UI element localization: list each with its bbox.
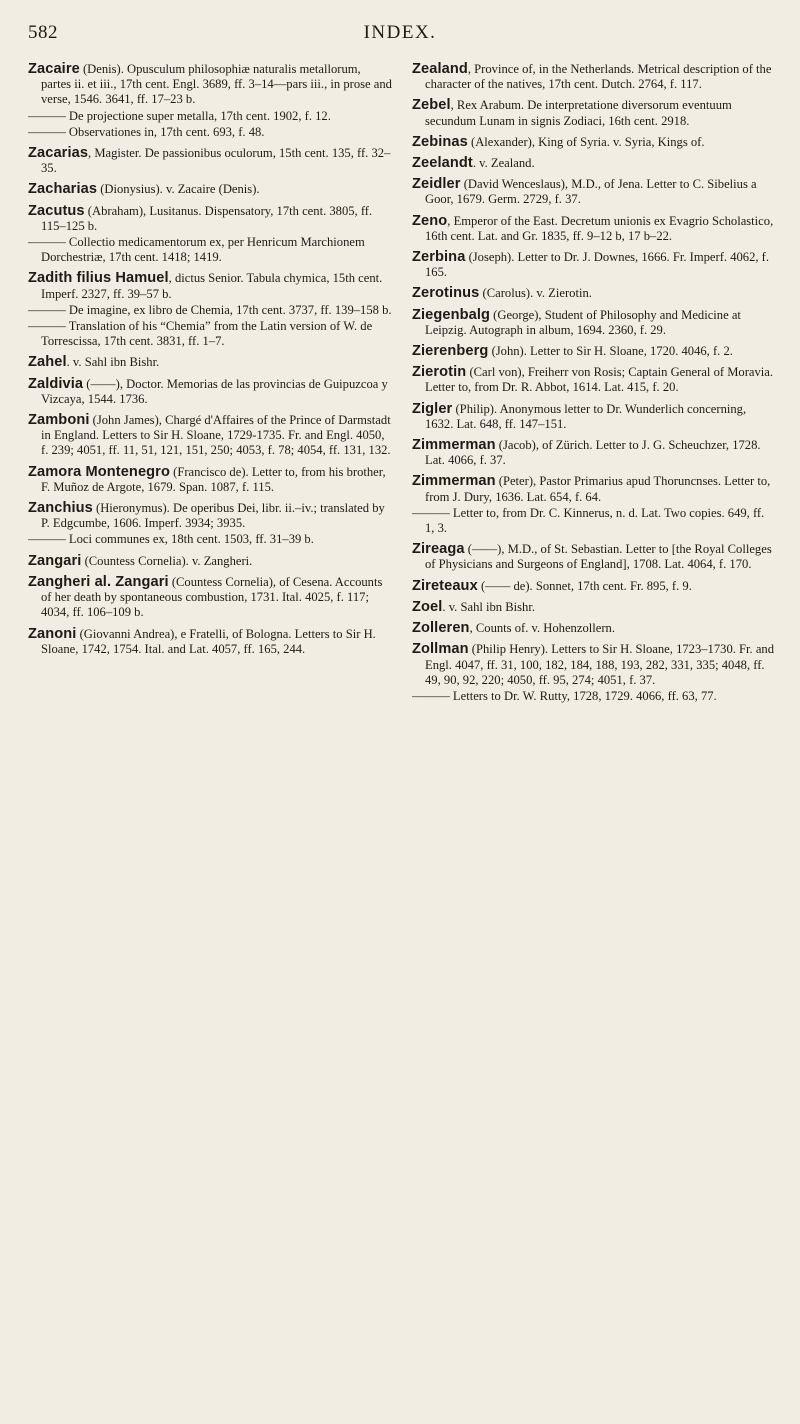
entry-headword: Zerotinus — [412, 285, 480, 302]
entry-text: (John). Letter to Sir H. Sloane, 1720. 4046, f. 2. — [488, 344, 733, 359]
entry-text: (Dionysius). v. Zacaire (Denis). — [97, 182, 260, 197]
entry-headword: Zireaga — [412, 541, 465, 558]
entry-text: . v. Sahl ibn Bishr. — [442, 599, 536, 614]
index-subentry — [412, 689, 776, 704]
index-entry — [412, 177, 776, 207]
entry-headword: Zollman — [412, 641, 469, 658]
index-entry — [412, 98, 776, 128]
index-entry — [412, 438, 776, 468]
entry-headword: Zangari — [28, 552, 82, 569]
entry-headword: Zimmerman — [412, 473, 496, 490]
entry-text: (——), M.D., of St. Sebastian. Letter to [the Royal Colleges of Physicians and Surgeons of England], 1708. Lat. 4064, f. 170. — [425, 542, 772, 572]
index-subentry — [28, 532, 392, 547]
entry-text: (Hieronymus). De operibus Dei, libr. ii.–iv.; translated by P. Edgcumbe, 1606. Imperf. 3934; 3935. — [41, 501, 385, 531]
index-entry — [28, 413, 392, 459]
index-columns — [28, 62, 776, 710]
index-entry — [412, 62, 776, 92]
entry-headword: Zamboni — [28, 412, 90, 429]
entry-text: (Carl von), Freiherr von Rosis; Captain General of Moravia. Letter to, from Dr. R. Abbot, 1614. Lat. 415, f. 20. — [425, 365, 774, 395]
entry-text: (——), Doctor. Memorias de las provincias de Guipuzcoa y Vizcaya, 1544. 1736. — [41, 376, 388, 406]
entry-text: (Alexander), King of Syria. v. Syria, Kings of. — [467, 134, 705, 149]
entry-text: ——— Translation of his “Chemia” from the Latin version of W. de Torrescissa, 17th cent. 3831, ff. 1–7. — [28, 319, 373, 349]
index-entry — [28, 575, 392, 621]
index-entry — [28, 146, 392, 176]
entry-text: (Abraham), Lusitanus. Dispensatory, 17th cent. 3805, ff. 115–125 b. — [41, 203, 373, 233]
entry-text: . v. Zealand. — [472, 156, 535, 171]
index-entry — [412, 365, 776, 395]
entry-text: (David Wenceslaus), M.D., of Jena. Letter to C. Sibelius a Goor, 1679. Germ. 2729, f. 37. — [425, 177, 757, 207]
entry-text: . v. Sahl ibn Bishr. — [66, 355, 160, 370]
index-entry — [28, 62, 392, 108]
index-entry — [412, 474, 776, 504]
entry-text: (Countess Cornelia). v. Zangheri. — [81, 553, 253, 568]
entry-headword: Zeelandt — [412, 155, 473, 172]
index-subentry — [28, 303, 392, 318]
entry-headword: Zireteaux — [412, 577, 478, 594]
entry-headword: Zamora Montenegro — [28, 463, 170, 480]
entry-headword: Zigler — [412, 400, 453, 417]
entry-headword: Zanchius — [28, 500, 93, 517]
entry-text: , Magister. De passionibus oculorum, 15th cent. 135, ff. 32–35. — [41, 146, 391, 176]
index-entry — [28, 271, 392, 301]
entry-text: (Giovanni Andrea), e Fratelli, of Bologna. Letters to Sir H. Sloane, 1742, 1754. Ital. and Lat. 4057, ff. 165, 244. — [41, 626, 376, 656]
index-column-left — [28, 62, 392, 710]
index-entry — [412, 156, 776, 171]
index-subentry — [28, 125, 392, 140]
page-header — [28, 22, 772, 48]
index-entry — [28, 182, 392, 197]
entry-headword: Zimmerman — [412, 437, 496, 454]
index-entry — [412, 135, 776, 150]
entry-headword: Zaldivia — [28, 375, 84, 392]
entry-headword: Zebel — [412, 97, 451, 114]
entry-text: (Philip). Anonymous letter to Dr. Wunderlich concerning, 1632. Lat. 648, ff. 147–151. — [425, 401, 747, 431]
entry-text: , Rex Arabum. De interpretatione diversorum eventuum secundum Lunam in signis Zodiaci, 16th cent. 2918. — [425, 98, 732, 128]
entry-headword: Zebinas — [412, 133, 468, 150]
index-subentry — [28, 235, 392, 265]
entry-text: ——— Collectio medicamentorum ex, per Henricum Marchionem Dorchestriæ, 17th cent. 1418; 1419. — [28, 235, 365, 265]
index-entry — [412, 250, 776, 280]
entry-text: , Emperor of the East. Decretum unionis ex Evagrio Scholastico, 16th cent. Lat. and Gr. 1835, ff. 9–12 b, 17 b–22. — [425, 213, 774, 243]
index-subentry — [28, 319, 392, 349]
index-entry — [412, 286, 776, 301]
entry-headword: Zeidler — [412, 176, 461, 193]
entry-text: (John James), Chargé d'Affaires of the Prince of Darmstadt in England. Letters to Sir H. Sloane, 1729-1735. Fr. and Engl. 4050, f. 239; 4051, ff. 11, 51, 121, 151, 250; 4053, f. 78; 4054, ff. 131, 132. — [41, 413, 391, 458]
entry-headword: Zahel — [28, 354, 67, 371]
entry-headword: Zanoni — [28, 625, 77, 642]
entry-text: ——— De imagine, ex libro de Chemia, 17th cent. 3737, ff. 139–158 b. — [28, 302, 392, 317]
entry-headword: Zoel — [412, 598, 443, 615]
entry-text: ——— Observationes in, 17th cent. 693, f. 48. — [28, 124, 265, 139]
entry-text: (—— de). Sonnet, 17th cent. Fr. 895, f. 9. — [477, 578, 692, 593]
entry-text: (Philip Henry). Letters to Sir H. Sloane, 1723–1730. Fr. and Engl. 4047, ff. 31, 100, 182, 184, 188, 193, 282, 331, 335; 4048, ff. 49, 90, 92, 220; 4050, ff. 95, 274; 4051, f. 37. — [425, 642, 775, 687]
index-entry — [412, 621, 776, 636]
entry-text: (Carolus). v. Zierotin. — [479, 286, 592, 301]
entry-text: (Francisco de). Letter to, from his brother, F. Muñoz de Argote, 1679. Span. 1087, f. 115. — [41, 464, 386, 494]
index-entry — [412, 214, 776, 244]
index-subentry — [412, 506, 776, 536]
index-subentry — [28, 109, 392, 124]
index-entry — [412, 308, 776, 338]
entry-headword: Zolleren — [412, 620, 470, 637]
entry-text: (Peter), Pastor Primarius apud Thoruncnses. Letter to, from J. Dury, 1636. Lat. 654, f. 64. — [425, 474, 771, 504]
entry-text: (Countess Cornelia), of Cesena. Accounts of her death by spontaneous combustion, 1731. Ital. 4025, f. 117; 4034, ff. 106–109 b. — [41, 574, 383, 620]
entry-text: , Counts of. v. Hohenzollern. — [469, 621, 615, 636]
entry-headword: Zeno — [412, 212, 448, 229]
entry-headword: Zacutus — [28, 202, 85, 219]
index-entry — [28, 627, 392, 657]
entry-text: ——— Loci communes ex, 18th cent. 1503, ff. 31–39 b. — [28, 532, 314, 547]
entry-headword: Zacharias — [28, 181, 98, 198]
entry-headword: Zierenberg — [412, 343, 489, 360]
entry-text: (Jacob), of Zürich. Letter to J. G. Scheuchzer, 1728. Lat. 4066, f. 37. — [425, 438, 761, 468]
index-entry — [412, 542, 776, 572]
entry-text: (Joseph). Letter to Dr. J. Downes, 1666. Fr. Imperf. 4062, f. 165. — [425, 250, 770, 280]
index-entry — [28, 377, 392, 407]
index-entry — [28, 501, 392, 531]
entry-text: (George), Student of Philosophy and Medicine at Leipzig. Autograph in album, 1694. 2360, f. 29. — [425, 307, 741, 337]
entry-headword: Zadith filius Hamuel — [28, 270, 169, 287]
entry-headword: Zierotin — [412, 364, 467, 381]
entry-text: ——— Letter to, from Dr. C. Kinnerus, n. d. Lat. Two copies. 649, ff. 1, 3. — [412, 505, 765, 536]
entry-headword: Zacaire — [28, 61, 80, 77]
entry-headword: Zacarias — [28, 145, 89, 162]
index-entry — [28, 554, 392, 569]
index-entry — [28, 204, 392, 234]
running-head: INDEX. — [363, 22, 437, 43]
index-entry — [412, 579, 776, 594]
entry-text: , dictus Senior. Tabula chymica, 15th cent. Imperf. 2327, ff. 39–57 b. — [41, 271, 383, 301]
entry-headword: Ziegenbalg — [412, 306, 491, 323]
index-entry — [28, 355, 392, 370]
index-entry — [412, 600, 776, 615]
index-entry — [412, 402, 776, 432]
index-entry — [28, 465, 392, 495]
entry-headword: Zangheri al. Zangari — [28, 573, 169, 590]
index-entry — [412, 642, 776, 688]
entry-text: ——— Letters to Dr. W. Rutty, 1728, 1729. 4066, ff. 63, 77. — [412, 688, 717, 703]
index-entry — [412, 344, 776, 359]
entry-headword: Zerbina — [412, 249, 466, 266]
index-column-right — [412, 62, 776, 710]
entry-text: ——— De projectione super metalla, 17th cent. 1902, f. 12. — [28, 108, 331, 123]
entry-headword: Zealand — [412, 61, 468, 77]
entry-text: (Denis). Opusculum philosophiæ naturalis metallorum, partes ii. et iii., 17th cent. Engl. 3689, ff. 3–14—pars iii., in prose and verse, 1546. 3641, ff. 17–23 b. — [41, 62, 392, 107]
entry-text: , Province of, in the Netherlands. Metrical description of the character of the natives, 17th cent. Dutch. 2764, f. 117. — [425, 62, 772, 92]
page-number: 582 — [28, 22, 58, 43]
